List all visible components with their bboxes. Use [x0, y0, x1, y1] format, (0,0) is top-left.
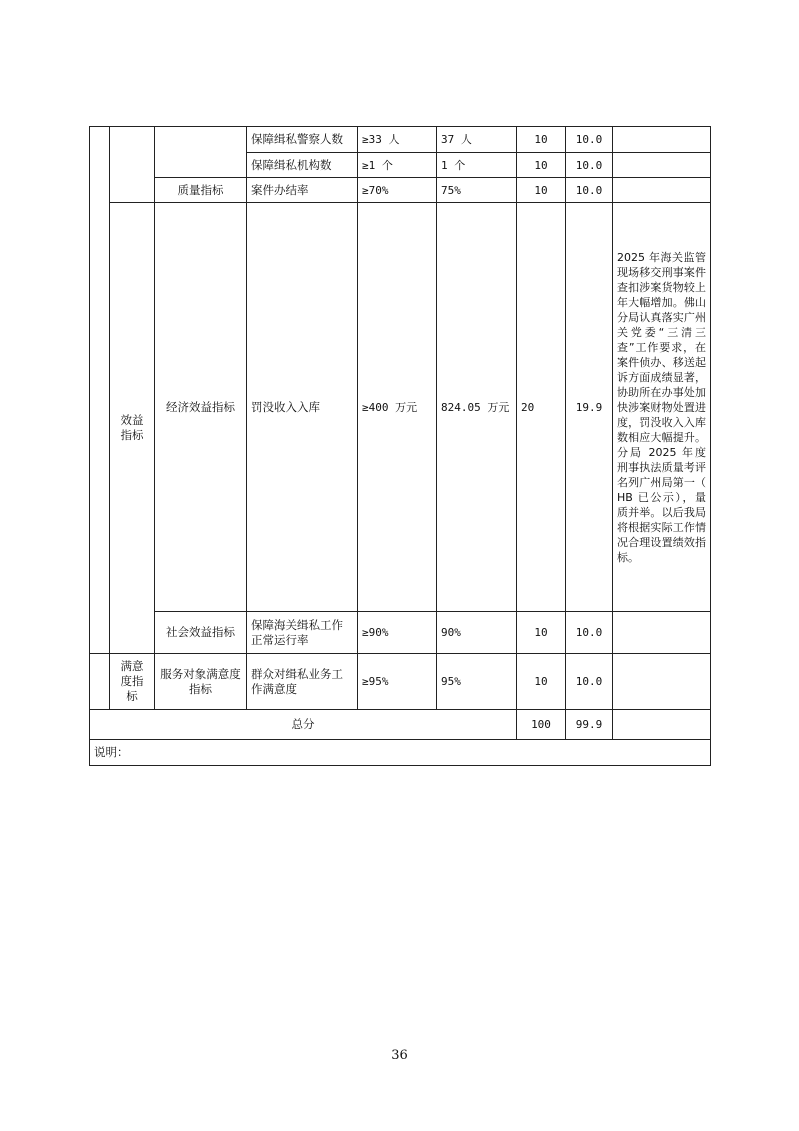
target-value: ≥400 万元 [358, 203, 437, 612]
page-number: 36 [391, 1048, 408, 1063]
indicator-name: 罚没收入入库 [247, 203, 358, 612]
actual-value: 75% [437, 178, 517, 203]
sub-category-cell-quantity [155, 127, 247, 178]
sub-category-label: 经济效益指标 [155, 203, 247, 612]
remarks-row [90, 740, 711, 766]
deviation-note [613, 654, 711, 710]
total-row [90, 710, 711, 740]
actual-value: 1 个 [437, 153, 517, 178]
target-value: ≥70% [358, 178, 437, 203]
indicator-name: 保障缉私警察人数 [247, 127, 358, 153]
weight-value: 10 [517, 178, 566, 203]
table-row [90, 612, 711, 654]
sub-category-label: 服务对象满意度指标 [155, 654, 247, 710]
weight-value: 20 [517, 203, 566, 612]
score-value: 19.9 [566, 203, 613, 612]
deviation-note [613, 153, 711, 178]
total-score: 99.9 [566, 710, 613, 740]
weight-value: 10 [517, 654, 566, 710]
total-note [613, 710, 711, 740]
table-row [90, 178, 711, 203]
total-weight: 100 [517, 710, 566, 740]
score-value: 10.0 [566, 127, 613, 153]
target-value: ≥95% [358, 654, 437, 710]
weight-value: 10 [517, 153, 566, 178]
score-value: 10.0 [566, 153, 613, 178]
deviation-note [613, 178, 711, 203]
target-value: ≥33 人 [358, 127, 437, 153]
actual-value: 824.05 万元 [437, 203, 517, 612]
actual-value: 90% [437, 612, 517, 654]
category-label: 效益 指标 [110, 203, 155, 654]
table-row [90, 203, 711, 612]
table-row [90, 654, 711, 710]
actual-value: 37 人 [437, 127, 517, 153]
performance-indicator-table [89, 126, 711, 766]
indicator-name: 案件办结率 [247, 178, 358, 203]
deviation-note [613, 127, 711, 153]
indicator-name: 群众对缉私业务工作满意度 [247, 654, 358, 710]
sub-category-label: 社会效益指标 [155, 612, 247, 654]
sub-category-label: 质量指标 [155, 178, 247, 203]
category-cell-output [110, 127, 155, 203]
score-value: 10.0 [566, 178, 613, 203]
deviation-note [613, 612, 711, 654]
table-row [90, 127, 711, 153]
weight-value: 10 [517, 127, 566, 153]
indicator-name: 保障海关缉私工作正常运行率 [247, 612, 358, 654]
target-value: ≥90% [358, 612, 437, 654]
total-label: 总分 [90, 710, 517, 740]
deviation-note: 2025 年海关监管现场移交刑事案件查扣涉案货物较上年大幅增加。佛山分局认真落实广州关党委“三清三查”工作要求，在案件侦办、移送起诉方面成绩显著，协助所在办事处加快涉案财物处置进度，罚没收入入库数相应大幅提升。分局 2025 年度刑事执法质量考评名列广州局第一（ HB 已公示），量质并举。以后我局将根据实际工作情况合理设置绩效指标。 [613, 203, 711, 612]
category-label: 满意 度指 标 [110, 654, 155, 710]
outer-category-cell [90, 127, 110, 654]
remarks-label: 说明： [90, 740, 711, 766]
weight-value: 10 [517, 612, 566, 654]
actual-value: 95% [437, 654, 517, 710]
target-value: ≥1 个 [358, 153, 437, 178]
score-value: 10.0 [566, 654, 613, 710]
outer-category-cell-lower [90, 654, 110, 710]
score-value: 10.0 [566, 612, 613, 654]
indicator-name: 保障缉私机构数 [247, 153, 358, 178]
